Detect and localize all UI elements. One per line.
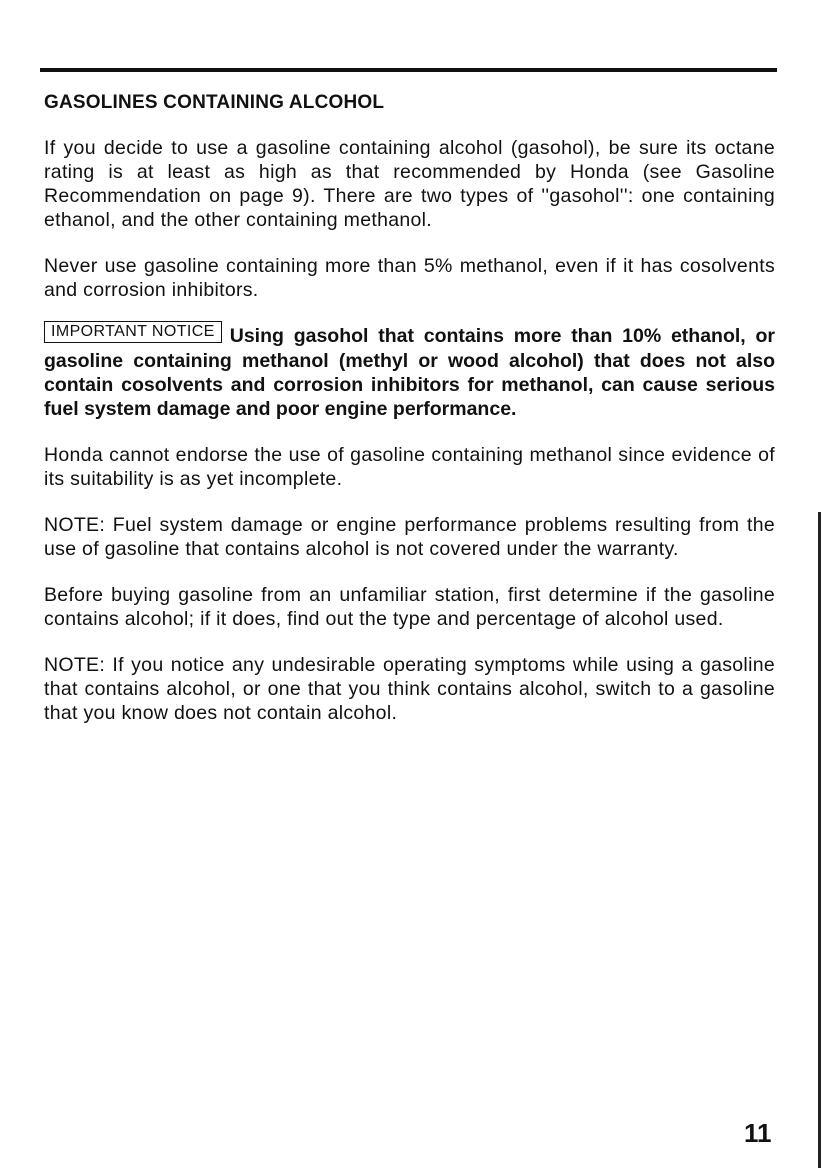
important-notice bbox=[44, 324, 775, 421]
section-heading: GASOLINES CONTAINING ALCOHOL bbox=[44, 92, 385, 113]
paragraph-symptoms-note: NOTE: If you notice any undesirable operating symptoms while using a gasoline that contains alcohol, or one that you think contains alcohol, switch to a gasoline that you know does not contain alcohol. bbox=[44, 654, 775, 724]
page-edge-line bbox=[818, 512, 821, 1168]
paragraph-warranty-note: NOTE: Fuel system damage or engine performance problems resulting from the use of gasoline that contains alcohol is not covered under the warranty. bbox=[44, 514, 775, 560]
important-notice-text: Using gasohol that contains more than 10% ethanol, or gasoline containing methanol (methyl or wood alcohol) that does not also contain cosolvents and corrosion inhibitors for methanol, can cause serious fuel system damage and poor engine performance. bbox=[44, 325, 775, 420]
page-content bbox=[44, 92, 775, 747]
paragraph-methanol-limit: Never use gasoline containing more than 5% methanol, even if it has cosolvents and corrosion inhibitors. bbox=[44, 255, 775, 301]
paragraph-gasohol-intro: If you decide to use a gasoline containing alcohol (gasohol), be sure its octane rating is at least as high as that recommended by Honda (see Gasoline Recommendation on page 9). There are two types of ''gasohol'': one containing ethanol, and the other containing methanol. bbox=[44, 137, 775, 231]
paragraph-endorsement: Honda cannot endorse the use of gasoline containing methanol since evidence of its suitability is as yet incomplete. bbox=[44, 444, 775, 490]
paragraph-buying-advice: Before buying gasoline from an unfamiliar station, first determine if the gasoline contains alcohol; if it does, find out the type and percentage of alcohol used. bbox=[44, 584, 775, 630]
page-number: 11 bbox=[744, 1118, 772, 1148]
important-notice-label: IMPORTANT NOTICE bbox=[44, 321, 222, 343]
top-divider bbox=[40, 68, 777, 72]
